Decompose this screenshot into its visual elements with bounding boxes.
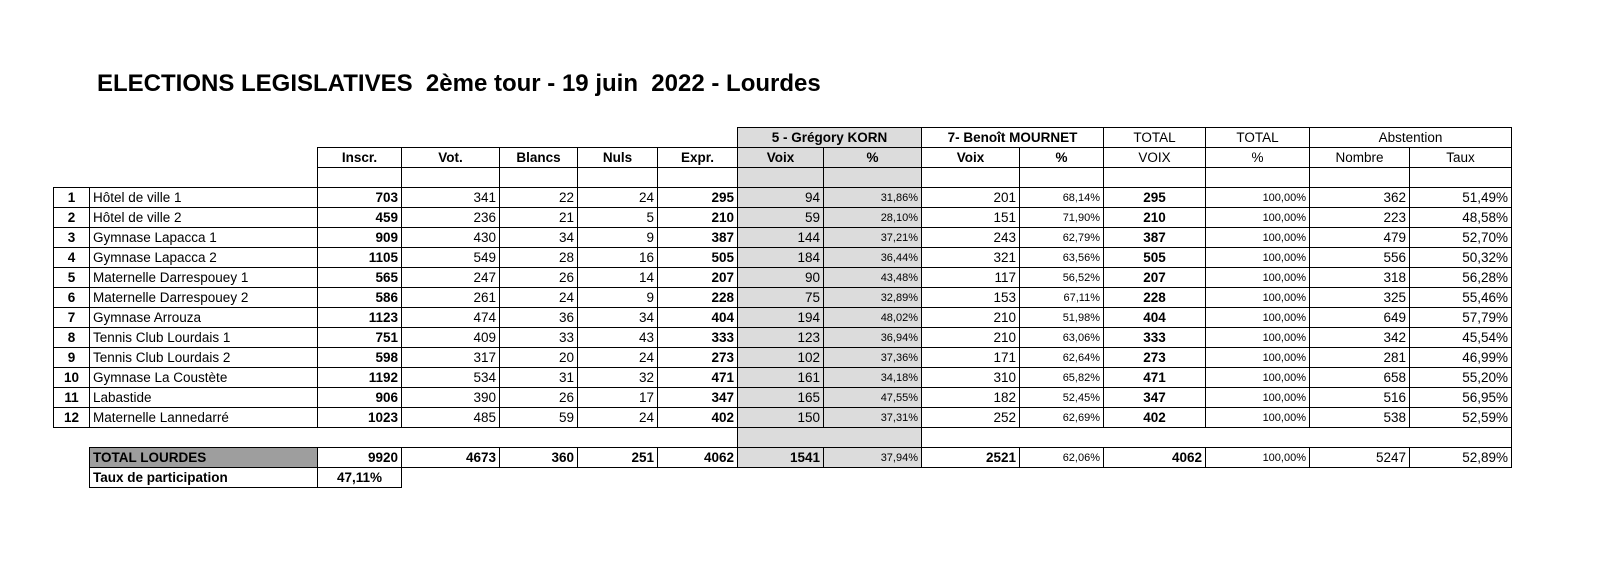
cell-inscr: 598 <box>318 348 402 368</box>
cell-blancs: 26 <box>500 388 578 408</box>
total-abs-taux: 52,89% <box>1410 448 1512 468</box>
cell-blancs: 24 <box>500 288 578 308</box>
cell-inscr: 459 <box>318 208 402 228</box>
cell-num: 11 <box>54 388 90 408</box>
cell-nuls: 9 <box>578 228 658 248</box>
cell-m-voix: 210 <box>922 328 1020 348</box>
cell-abs-taux: 50,32% <box>1410 248 1512 268</box>
table-row <box>54 268 1512 288</box>
cell-num: 12 <box>54 408 90 428</box>
cell-m-voix: 252 <box>922 408 1020 428</box>
cell-name: Maternelle Lannedarré <box>90 408 318 428</box>
cell-vot: 549 <box>402 248 500 268</box>
table-row <box>54 228 1512 248</box>
cell-blancs: 22 <box>500 188 578 208</box>
cell-expr: 347 <box>658 388 738 408</box>
cell-t-voix: 273 <box>1104 348 1206 368</box>
cell-name: Gymnase Arrouza <box>90 308 318 328</box>
cell-vot: 247 <box>402 268 500 288</box>
cell-vot: 341 <box>402 188 500 208</box>
cell-num: 8 <box>54 328 90 348</box>
cell-abs-taux: 52,59% <box>1410 408 1512 428</box>
cell-k-voix: 184 <box>738 248 824 268</box>
cell-abs-nb: 223 <box>1310 208 1410 228</box>
cell-k-voix: 194 <box>738 308 824 328</box>
cell-blancs: 20 <box>500 348 578 368</box>
cell-t-voix: 505 <box>1104 248 1206 268</box>
column-header-row <box>54 148 1512 168</box>
candidate-mournet-header: 7- Benoît MOURNET <box>922 128 1104 148</box>
cell-m-pct: 67,11% <box>1020 288 1104 308</box>
table-row <box>54 388 1512 408</box>
cell-abs-nb: 556 <box>1310 248 1410 268</box>
cell-vot: 474 <box>402 308 500 328</box>
cell-abs-taux: 52,70% <box>1410 228 1512 248</box>
mournet-pct-header: % <box>1020 148 1104 168</box>
table-row <box>54 188 1512 208</box>
cell-nuls: 24 <box>578 188 658 208</box>
cell-num: 9 <box>54 348 90 368</box>
cell-vot: 409 <box>402 328 500 348</box>
cell-blancs: 59 <box>500 408 578 428</box>
page-title: ELECTIONS LEGISLATIVES 2ème tour - 19 juin 2022 - Lourdes <box>97 70 821 97</box>
cell-blancs: 36 <box>500 308 578 328</box>
table-row <box>54 308 1512 328</box>
total-m-voix: 2521 <box>922 448 1020 468</box>
cell-inscr: 906 <box>318 388 402 408</box>
cell-abs-nb: 342 <box>1310 328 1410 348</box>
blancs-header: Blancs <box>500 148 578 168</box>
cell-m-voix: 153 <box>922 288 1020 308</box>
gap-row <box>54 428 1512 448</box>
cell-m-pct: 63,56% <box>1020 248 1104 268</box>
cell-abs-nb: 281 <box>1310 348 1410 368</box>
cell-inscr: 565 <box>318 268 402 288</box>
cell-m-pct: 68,14% <box>1020 188 1104 208</box>
cell-m-voix: 210 <box>922 308 1020 328</box>
cell-k-voix: 75 <box>738 288 824 308</box>
cell-m-pct: 65,82% <box>1020 368 1104 388</box>
cell-m-pct: 62,64% <box>1020 348 1104 368</box>
total-row <box>54 448 1512 468</box>
cell-expr: 505 <box>658 248 738 268</box>
cell-m-voix: 117 <box>922 268 1020 288</box>
cell-k-pct: 48,02% <box>824 308 922 328</box>
cell-t-pct: 100,00% <box>1206 408 1310 428</box>
cell-expr: 402 <box>658 408 738 428</box>
cell-k-pct: 34,18% <box>824 368 922 388</box>
cell-nuls: 16 <box>578 248 658 268</box>
cell-t-pct: 100,00% <box>1206 348 1310 368</box>
cell-abs-nb: 516 <box>1310 388 1410 408</box>
cell-blancs: 28 <box>500 248 578 268</box>
total-m-pct: 62,06% <box>1020 448 1104 468</box>
cell-num: 6 <box>54 288 90 308</box>
cell-k-voix: 102 <box>738 348 824 368</box>
cell-abs-taux: 45,54% <box>1410 328 1512 348</box>
cell-abs-nb: 479 <box>1310 228 1410 248</box>
total-t-voix: 4062 <box>1104 448 1206 468</box>
total-inscr: 9920 <box>318 448 402 468</box>
cell-expr: 471 <box>658 368 738 388</box>
cell-inscr: 703 <box>318 188 402 208</box>
cell-t-pct: 100,00% <box>1206 208 1310 228</box>
cell-expr: 228 <box>658 288 738 308</box>
cell-t-voix: 347 <box>1104 388 1206 408</box>
total-vot: 4673 <box>402 448 500 468</box>
participation-value: 47,11% <box>318 468 402 488</box>
cell-abs-nb: 658 <box>1310 368 1410 388</box>
total-k-pct: 37,94% <box>824 448 922 468</box>
total-nuls: 251 <box>578 448 658 468</box>
total-pct-subheader: % <box>1206 148 1310 168</box>
table-row <box>54 248 1512 268</box>
cell-num: 3 <box>54 228 90 248</box>
participation-label: Taux de participation <box>90 468 318 488</box>
cell-t-pct: 100,00% <box>1206 328 1310 348</box>
cell-nuls: 17 <box>578 388 658 408</box>
cell-vot: 261 <box>402 288 500 308</box>
cell-abs-nb: 318 <box>1310 268 1410 288</box>
cell-blancs: 21 <box>500 208 578 228</box>
cell-inscr: 1023 <box>318 408 402 428</box>
mournet-voix-header: Voix <box>922 148 1020 168</box>
cell-t-voix: 295 <box>1104 188 1206 208</box>
cell-m-pct: 51,98% <box>1020 308 1104 328</box>
participation-row <box>54 468 1512 488</box>
cell-vot: 390 <box>402 388 500 408</box>
cell-k-pct: 47,55% <box>824 388 922 408</box>
candidate-header-row <box>54 128 1512 148</box>
cell-t-pct: 100,00% <box>1206 228 1310 248</box>
cell-blancs: 33 <box>500 328 578 348</box>
total-k-voix: 1541 <box>738 448 824 468</box>
cell-num: 1 <box>54 188 90 208</box>
cell-t-voix: 402 <box>1104 408 1206 428</box>
cell-nuls: 9 <box>578 288 658 308</box>
cell-t-pct: 100,00% <box>1206 368 1310 388</box>
cell-expr: 404 <box>658 308 738 328</box>
total-t-pct: 100,00% <box>1206 448 1310 468</box>
cell-blancs: 26 <box>500 268 578 288</box>
cell-abs-nb: 325 <box>1310 288 1410 308</box>
cell-m-pct: 62,69% <box>1020 408 1104 428</box>
total-abs-nb: 5247 <box>1310 448 1410 468</box>
cell-name: Hôtel de ville 2 <box>90 208 318 228</box>
cell-k-pct: 37,31% <box>824 408 922 428</box>
cell-vot: 430 <box>402 228 500 248</box>
total-label: TOTAL LOURDES <box>90 448 318 468</box>
cell-num: 5 <box>54 268 90 288</box>
cell-k-pct: 36,94% <box>824 328 922 348</box>
cell-t-voix: 387 <box>1104 228 1206 248</box>
cell-m-pct: 52,45% <box>1020 388 1104 408</box>
cell-inscr: 1105 <box>318 248 402 268</box>
cell-abs-taux: 55,46% <box>1410 288 1512 308</box>
abs-nombre-header: Nombre <box>1310 148 1410 168</box>
cell-t-pct: 100,00% <box>1206 268 1310 288</box>
cell-nuls: 24 <box>578 408 658 428</box>
vot-header: Vot. <box>402 148 500 168</box>
cell-abs-nb: 362 <box>1310 188 1410 208</box>
table-row <box>54 288 1512 308</box>
cell-m-voix: 151 <box>922 208 1020 228</box>
cell-m-voix: 171 <box>922 348 1020 368</box>
spacer-row <box>54 168 1512 188</box>
table-row <box>54 368 1512 388</box>
cell-k-pct: 36,44% <box>824 248 922 268</box>
cell-vot: 317 <box>402 348 500 368</box>
korn-pct-header: % <box>824 148 922 168</box>
cell-inscr: 586 <box>318 288 402 308</box>
cell-k-pct: 37,21% <box>824 228 922 248</box>
cell-nuls: 14 <box>578 268 658 288</box>
cell-inscr: 1192 <box>318 368 402 388</box>
cell-expr: 333 <box>658 328 738 348</box>
cell-inscr: 751 <box>318 328 402 348</box>
cell-m-pct: 63,06% <box>1020 328 1104 348</box>
cell-abs-taux: 48,58% <box>1410 208 1512 228</box>
cell-k-pct: 32,89% <box>824 288 922 308</box>
cell-abs-taux: 55,20% <box>1410 368 1512 388</box>
cell-abs-nb: 538 <box>1310 408 1410 428</box>
cell-expr: 207 <box>658 268 738 288</box>
inscr-header: Inscr. <box>318 148 402 168</box>
cell-num: 2 <box>54 208 90 228</box>
cell-t-pct: 100,00% <box>1206 388 1310 408</box>
cell-abs-taux: 56,95% <box>1410 388 1512 408</box>
cell-t-voix: 404 <box>1104 308 1206 328</box>
cell-name: Gymnase Lapacca 2 <box>90 248 318 268</box>
cell-name: Gymnase Lapacca 1 <box>90 228 318 248</box>
cell-nuls: 43 <box>578 328 658 348</box>
cell-expr: 387 <box>658 228 738 248</box>
cell-k-pct: 37,36% <box>824 348 922 368</box>
cell-name: Labastide <box>90 388 318 408</box>
cell-abs-taux: 57,79% <box>1410 308 1512 328</box>
cell-m-pct: 56,52% <box>1020 268 1104 288</box>
cell-vot: 485 <box>402 408 500 428</box>
cell-t-pct: 100,00% <box>1206 308 1310 328</box>
total-voix-subheader: VOIX <box>1104 148 1206 168</box>
cell-inscr: 909 <box>318 228 402 248</box>
cell-num: 4 <box>54 248 90 268</box>
cell-num: 10 <box>54 368 90 388</box>
cell-nuls: 32 <box>578 368 658 388</box>
abstention-header: Abstention <box>1310 128 1512 148</box>
cell-vot: 236 <box>402 208 500 228</box>
total-blancs: 360 <box>500 448 578 468</box>
candidate-korn-header: 5 - Grégory KORN <box>738 128 922 148</box>
cell-t-voix: 471 <box>1104 368 1206 388</box>
cell-k-voix: 144 <box>738 228 824 248</box>
cell-expr: 210 <box>658 208 738 228</box>
table-row <box>54 348 1512 368</box>
korn-voix-header: Voix <box>738 148 824 168</box>
cell-k-voix: 59 <box>738 208 824 228</box>
cell-k-pct: 31,86% <box>824 188 922 208</box>
cell-t-voix: 228 <box>1104 288 1206 308</box>
cell-k-pct: 28,10% <box>824 208 922 228</box>
cell-name: Gymnase La Coustète <box>90 368 318 388</box>
expr-header: Expr. <box>658 148 738 168</box>
cell-name: Maternelle Darrespouey 2 <box>90 288 318 308</box>
cell-t-pct: 100,00% <box>1206 248 1310 268</box>
cell-k-voix: 161 <box>738 368 824 388</box>
cell-blancs: 34 <box>500 228 578 248</box>
cell-m-voix: 321 <box>922 248 1020 268</box>
cell-inscr: 1123 <box>318 308 402 328</box>
cell-name: Tennis Club Lourdais 2 <box>90 348 318 368</box>
cell-abs-taux: 56,28% <box>1410 268 1512 288</box>
cell-m-voix: 243 <box>922 228 1020 248</box>
cell-k-pct: 43,48% <box>824 268 922 288</box>
cell-m-pct: 62,79% <box>1020 228 1104 248</box>
nuls-header: Nuls <box>578 148 658 168</box>
table-row <box>54 208 1512 228</box>
cell-abs-nb: 649 <box>1310 308 1410 328</box>
total-voix-header: TOTAL <box>1104 128 1206 148</box>
cell-m-voix: 310 <box>922 368 1020 388</box>
cell-m-voix: 182 <box>922 388 1020 408</box>
cell-vot: 534 <box>402 368 500 388</box>
results-table <box>53 127 1512 488</box>
cell-k-voix: 90 <box>738 268 824 288</box>
cell-t-voix: 333 <box>1104 328 1206 348</box>
table-row <box>54 328 1512 348</box>
table-row <box>54 408 1512 428</box>
cell-m-voix: 201 <box>922 188 1020 208</box>
cell-t-pct: 100,00% <box>1206 188 1310 208</box>
cell-k-voix: 123 <box>738 328 824 348</box>
cell-k-voix: 150 <box>738 408 824 428</box>
cell-t-voix: 207 <box>1104 268 1206 288</box>
cell-m-pct: 71,90% <box>1020 208 1104 228</box>
cell-num: 7 <box>54 308 90 328</box>
cell-name: Hôtel de ville 1 <box>90 188 318 208</box>
abs-taux-header: Taux <box>1410 148 1512 168</box>
cell-t-voix: 210 <box>1104 208 1206 228</box>
cell-abs-taux: 51,49% <box>1410 188 1512 208</box>
cell-expr: 273 <box>658 348 738 368</box>
cell-t-pct: 100,00% <box>1206 288 1310 308</box>
cell-nuls: 24 <box>578 348 658 368</box>
cell-k-voix: 165 <box>738 388 824 408</box>
cell-k-voix: 94 <box>738 188 824 208</box>
cell-name: Maternelle Darrespouey 1 <box>90 268 318 288</box>
cell-nuls: 5 <box>578 208 658 228</box>
cell-abs-taux: 46,99% <box>1410 348 1512 368</box>
cell-expr: 295 <box>658 188 738 208</box>
total-expr: 4062 <box>658 448 738 468</box>
total-pct-header: TOTAL <box>1206 128 1310 148</box>
cell-name: Tennis Club Lourdais 1 <box>90 328 318 348</box>
cell-nuls: 34 <box>578 308 658 328</box>
cell-blancs: 31 <box>500 368 578 388</box>
